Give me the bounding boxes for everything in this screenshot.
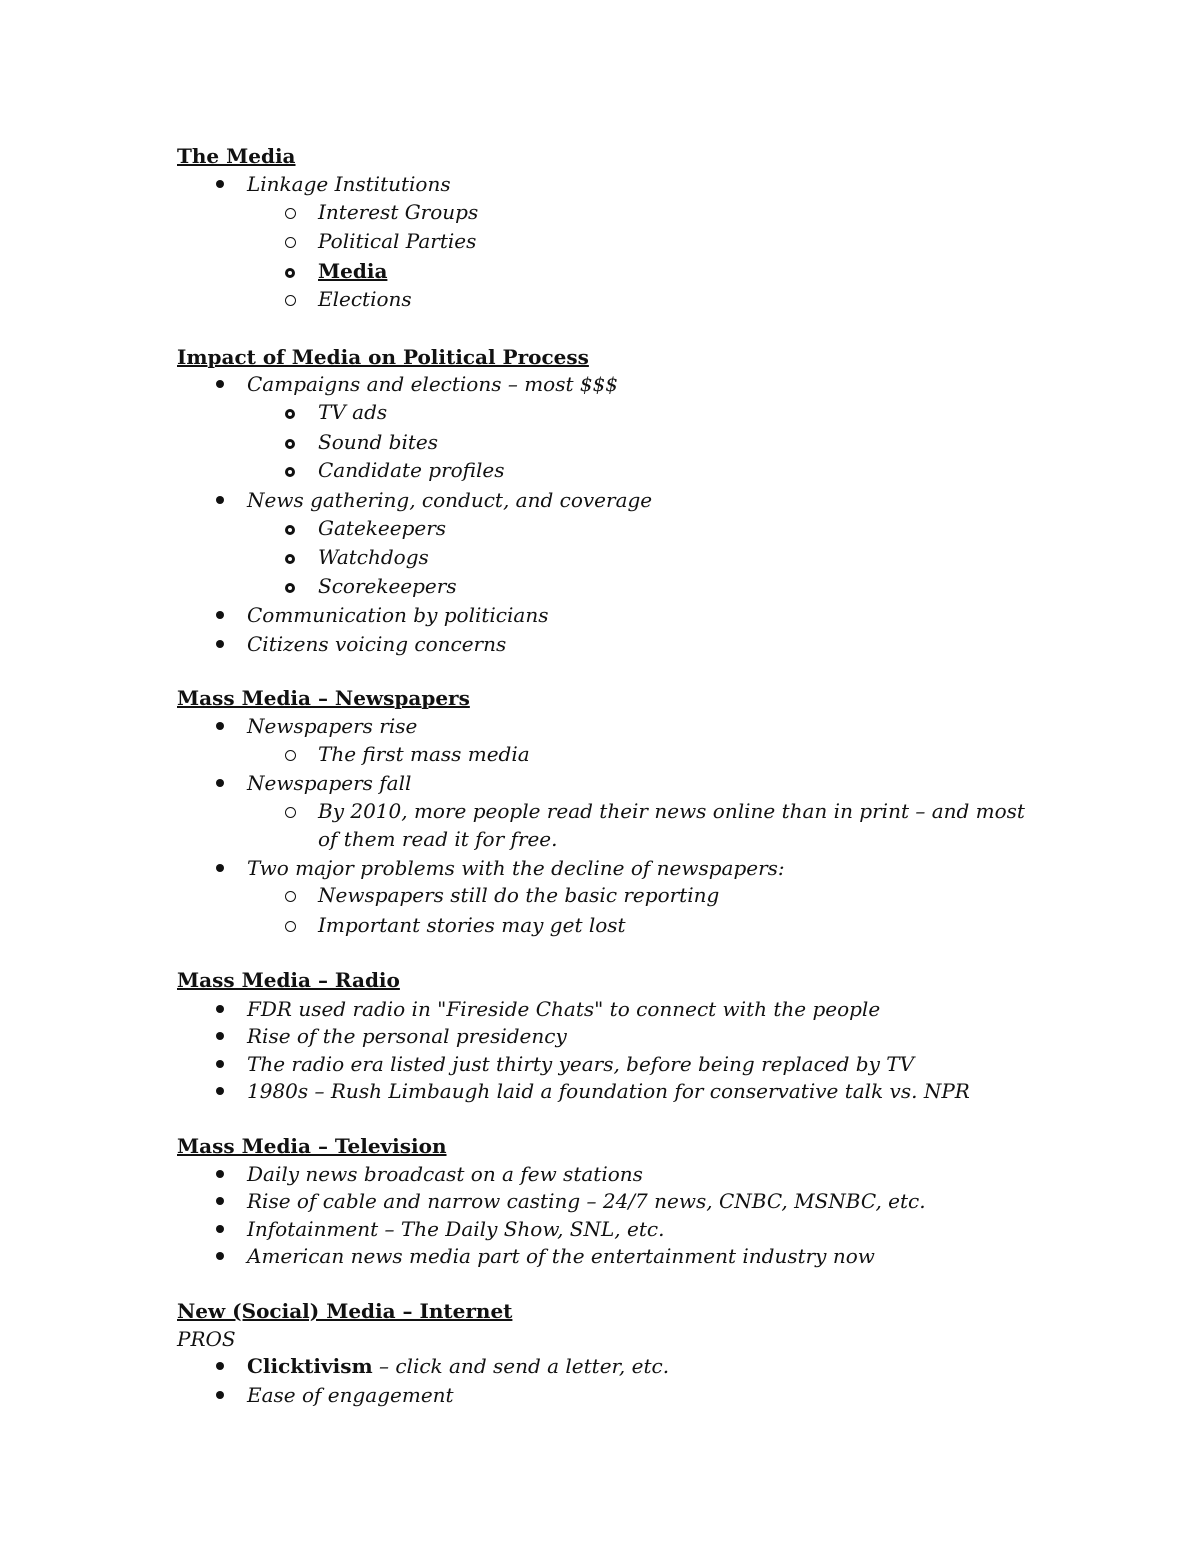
hollow-bullet-icon [285, 268, 295, 278]
item-text: – click and send a letter, etc. [372, 1354, 670, 1378]
bullet-icon [216, 1391, 224, 1399]
hollow-bullet-icon [285, 439, 295, 449]
hollow-bullet-icon [285, 807, 296, 818]
item-text: Watchdogs [318, 545, 429, 569]
list-item [247, 1160, 643, 1188]
list-item [247, 170, 451, 198]
bullet-icon [216, 1032, 224, 1040]
bullet-icon [216, 1362, 224, 1370]
list-item [247, 769, 411, 797]
hollow-bullet-icon [285, 295, 296, 306]
item-text: Campaigns and elections – most $$$ [247, 372, 619, 396]
sub-list-item [318, 740, 530, 768]
item-text: Communication by politicians [247, 603, 549, 627]
item-text: Scorekeepers [318, 574, 457, 598]
bullet-icon [216, 496, 224, 504]
list-item [247, 854, 785, 882]
bullet-icon [216, 380, 224, 388]
hollow-bullet-icon [285, 891, 296, 902]
list-item [247, 1215, 664, 1243]
section-heading-the-media: The Media [177, 144, 296, 168]
item-text: FDR used radio in "Fireside Chats" to connect with the people [247, 997, 881, 1021]
sub-list-item [318, 398, 387, 426]
item-text: Daily news broadcast on a few stations [247, 1162, 643, 1186]
item-text: Political Parties [318, 229, 477, 253]
item-text: Sound bites [318, 430, 438, 454]
bullet-icon [216, 1005, 224, 1013]
item-text: Important stories may get lost [318, 913, 626, 937]
item-text: Interest Groups [318, 200, 479, 224]
item-text: Media [318, 259, 388, 283]
item-text: Two major problems with the decline of newspapers: [247, 856, 785, 880]
item-text: Ease of engagement [247, 1383, 454, 1407]
item-text: Gatekeepers [318, 516, 447, 540]
bullet-icon [216, 1087, 224, 1095]
bullet-icon [216, 1060, 224, 1068]
list-item [247, 486, 652, 514]
list-item [247, 1187, 926, 1215]
list-item [247, 601, 548, 629]
hollow-bullet-icon [285, 583, 295, 593]
hollow-bullet-icon [285, 750, 296, 761]
item-text: Newspapers rise [247, 714, 418, 738]
sub-list-item [318, 227, 476, 255]
list-item [247, 1077, 970, 1105]
item-text: American news media part of the entertainment industry now [247, 1244, 875, 1268]
item-text: Newspapers fall [247, 771, 412, 795]
bullet-icon [216, 1197, 224, 1205]
bullet-icon [216, 180, 224, 188]
hollow-bullet-icon [285, 921, 296, 932]
item-text: Infotainment – The Daily Show, SNL, etc. [247, 1217, 665, 1241]
sub-list-item [318, 881, 719, 909]
item-text: Linkage Institutions [247, 172, 451, 196]
list-item [247, 370, 618, 398]
sub-list-item [318, 198, 478, 226]
hollow-bullet-icon [285, 554, 295, 564]
item-text: 1980s – Rush Limbaugh laid a foundation for conservative talk vs. NPR [247, 1079, 970, 1103]
bullet-icon [216, 864, 224, 872]
list-item [247, 1022, 567, 1050]
sub-list-item [318, 514, 446, 542]
section-heading-radio: Mass Media – Radio [177, 968, 400, 992]
item-text: Citizens voicing concerns [247, 632, 507, 656]
sub-list-item-highlighted [318, 257, 387, 285]
hollow-bullet-icon [285, 237, 296, 248]
list-item [247, 1352, 669, 1380]
bullet-icon [216, 611, 224, 619]
item-text: By 2010, more people read their news online than in print – and most of them read it for free. [318, 799, 1025, 851]
sub-list-item [318, 285, 412, 313]
section-heading-newspapers: Mass Media – Newspapers [177, 686, 470, 710]
item-text: The radio era listed just thirty years, before being replaced by TV [247, 1052, 915, 1076]
item-text: Candidate profiles [318, 458, 505, 482]
bullet-icon [216, 1252, 224, 1260]
section-heading-internet: New (Social) Media – Internet [177, 1299, 513, 1323]
item-text: Newspapers still do the basic reporting [318, 883, 720, 907]
list-item [247, 712, 417, 740]
sub-list-item [318, 428, 438, 456]
sub-list-item [318, 572, 457, 600]
item-text: TV ads [318, 400, 388, 424]
hollow-bullet-icon [285, 525, 295, 535]
item-text: Elections [318, 287, 412, 311]
section-heading-television: Mass Media – Television [177, 1134, 447, 1158]
hollow-bullet-icon [285, 208, 296, 219]
bullet-icon [216, 1170, 224, 1178]
bullet-icon [216, 640, 224, 648]
list-item [247, 995, 880, 1023]
bullet-icon [216, 779, 224, 787]
item-text: Rise of cable and narrow casting – 24/7 news, CNBC, MSNBC, etc. [247, 1189, 926, 1213]
sub-list-item [318, 543, 429, 571]
hollow-bullet-icon [285, 409, 295, 419]
item-text: News gathering, conduct, and coverage [247, 488, 653, 512]
bullet-icon [216, 722, 224, 730]
bullet-icon [216, 1225, 224, 1233]
term-text: Clicktivism [247, 1354, 373, 1378]
list-item [247, 1050, 914, 1078]
list-item [247, 630, 506, 658]
hollow-bullet-icon [285, 467, 295, 477]
section-heading-impact: Impact of Media on Political Process [177, 345, 589, 369]
sub-list-item [318, 911, 626, 939]
pros-label: PROS [177, 1327, 236, 1351]
list-item [247, 1381, 454, 1409]
list-item [247, 1242, 875, 1270]
sub-list-item [318, 797, 1028, 853]
sub-list-item [318, 456, 505, 484]
item-text: The first mass media [318, 742, 530, 766]
item-text: Rise of the personal presidency [247, 1024, 567, 1048]
